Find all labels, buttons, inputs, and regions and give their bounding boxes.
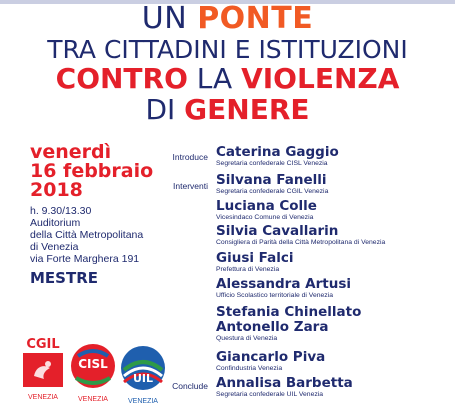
event-address: via Forte Marghera 191	[30, 253, 140, 265]
speaker-title: Vicesindaco Comune di Venezia	[216, 214, 314, 221]
speaker-title: Consigliera di Parità della Città Metropolitana di Venezia	[216, 239, 386, 246]
event-venue-1: Auditorium	[30, 217, 81, 229]
speaker-name: Silvana Fanelli	[216, 172, 327, 188]
uil-logo-sub: VENEZIA	[128, 398, 158, 405]
speaker-title: Prefettura di Venezia	[216, 266, 280, 273]
speaker-name: Antonello Zara	[216, 319, 329, 335]
headline-line-4	[0, 93, 455, 126]
speaker-name: Silvia Cavallarin	[216, 223, 339, 239]
headline-line-3	[0, 62, 455, 96]
speaker-title: Questura di Venezia	[216, 335, 278, 342]
headline-un: UN	[141, 1, 198, 36]
cisl-logo-name: CISL	[78, 357, 108, 371]
speaker-title: Confindustria Venezia	[216, 365, 283, 372]
speaker-name: Caterina Gaggio	[216, 144, 339, 160]
speaker-name: Annalisa Barbetta	[216, 375, 353, 391]
speaker-title: Segretaria confederale UIL Venezia	[216, 391, 324, 398]
speaker-title: Ufficio Scolastico territoriale di Venezia	[216, 292, 333, 299]
speaker-name: Stefania Chinellato	[216, 304, 362, 320]
speaker-name: Luciana Colle	[216, 198, 317, 214]
cgil-logo	[20, 338, 66, 402]
logos	[20, 338, 170, 404]
event-date: 16 febbraio	[30, 160, 154, 182]
event-info	[30, 143, 210, 287]
headline	[0, 1, 455, 126]
cgil-flag-icon	[20, 352, 66, 388]
headline-contro: CONTRO	[55, 62, 188, 95]
event-venue-2: della Città Metropolitana	[30, 229, 144, 241]
speaker-name: Giusi Falci	[216, 250, 294, 266]
headline-la: LA	[187, 62, 242, 95]
event-time: h. 9.30/13.30	[30, 205, 92, 217]
speaker-title: Segretaria confederale CISL Venezia	[216, 160, 328, 167]
uil-logo	[120, 344, 166, 404]
cisl-logo	[70, 342, 116, 404]
headline-line-2: TRA CITTADINI E ISTITUZIONI	[47, 35, 408, 64]
speaker-title: Segretaria confederale CGIL Venezia	[216, 188, 329, 195]
cgil-logo-sub: VENEZIA	[28, 394, 58, 401]
speaker-name: Alessandra Artusi	[216, 276, 351, 292]
headline-genere: GENERE	[184, 93, 310, 126]
speaker-name: Giancarlo Piva	[216, 349, 326, 365]
headline-line-1	[0, 1, 455, 36]
uil-logo-name: UIL	[132, 372, 154, 385]
cisl-logo-sub: VENEZIA	[78, 396, 108, 403]
cgil-logo-name: CGIL	[26, 337, 60, 352]
event-year: 2018	[30, 179, 83, 201]
headline-di: DI	[145, 93, 185, 126]
role-conclude: Conclude	[172, 381, 208, 391]
headline-violenza: VIOLENZA	[241, 62, 400, 95]
event-venue-3: di Venezia	[30, 241, 79, 253]
event-city: MESTRE	[30, 269, 99, 287]
event-weekday: venerdì	[30, 141, 112, 163]
role-introduce: Introduce	[172, 152, 208, 162]
role-interventi: Interventi	[173, 181, 208, 191]
headline-ponte: PONTE	[197, 1, 314, 36]
